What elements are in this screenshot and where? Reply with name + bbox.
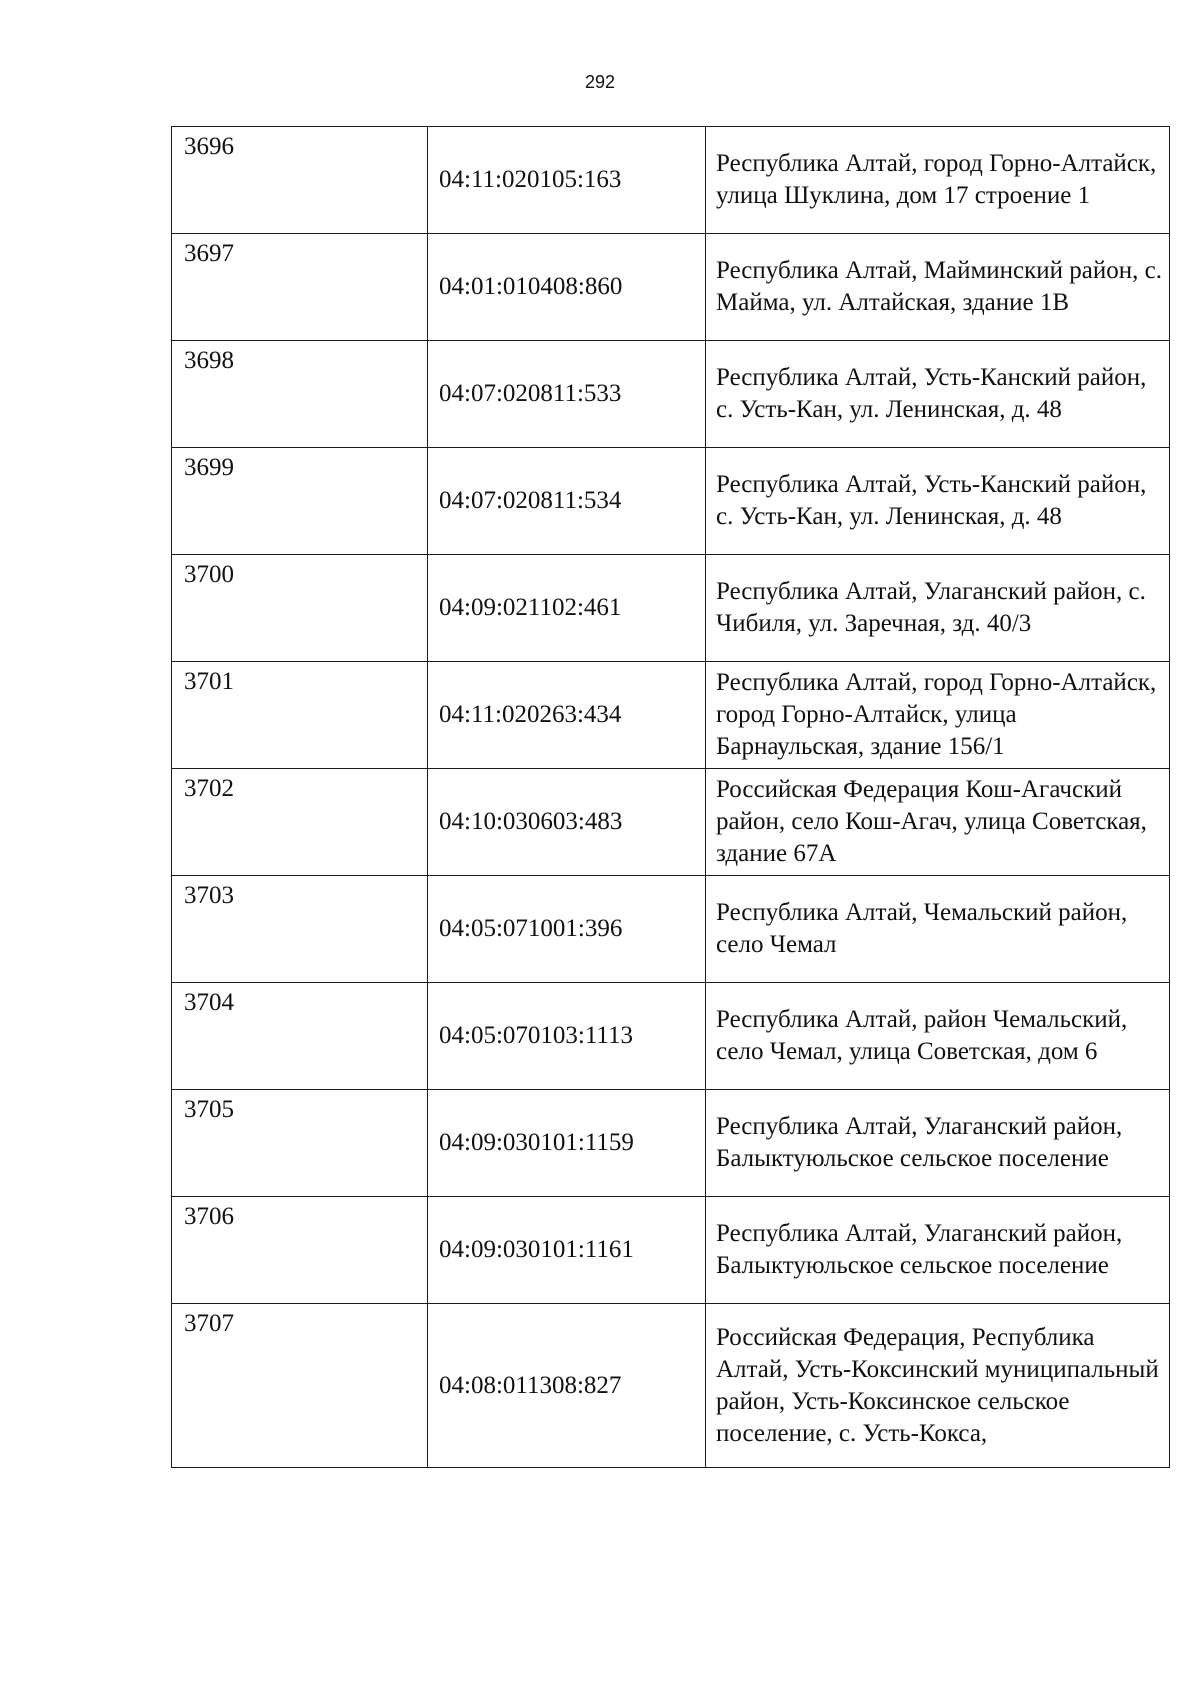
row-number: 3700 (172, 555, 428, 662)
table-row (172, 234, 1170, 341)
row-number: 3696 (172, 127, 428, 234)
cadastral-number: 04:01:010408:860 (428, 234, 706, 341)
cadastral-number: 04:10:030603:483 (428, 769, 706, 876)
address: Республика Алтай, Майминский район, с. Майма, ул. Алтайская, здание 1В (706, 234, 1170, 341)
cadastral-number: 04:11:020263:434 (428, 662, 706, 769)
table-row (172, 769, 1170, 876)
cadastral-number: 04:05:070103:1113 (428, 983, 706, 1090)
row-number: 3698 (172, 341, 428, 448)
row-number: 3707 (172, 1304, 428, 1468)
cadastral-number: 04:09:030101:1161 (428, 1197, 706, 1304)
table-row (172, 1304, 1170, 1468)
table-row (172, 1197, 1170, 1304)
address: Республика Алтай, Улаганский район, Балыктуюльское сельское поселение (706, 1090, 1170, 1197)
table-row (172, 983, 1170, 1090)
table-row (172, 1090, 1170, 1197)
address: Республика Алтай, район Чемальский, село Чемал, улица Советская, дом 6 (706, 983, 1170, 1090)
address: Республика Алтай, Усть-Канский район, с. Усть-Кан, ул. Ленинская, д. 48 (706, 448, 1170, 555)
table-row (172, 127, 1170, 234)
cadastral-number: 04:07:020811:534 (428, 448, 706, 555)
cadastral-number: 04:08:011308:827 (428, 1304, 706, 1468)
row-number: 3703 (172, 876, 428, 983)
address: Российская Федерация, Республика Алтай, Усть-Коксинский муниципальный район, Усть-Коксинское сельское поселение, с. Усть-Кокса, (706, 1304, 1170, 1468)
address: Республика Алтай, Улаганский район, с. Чибиля, ул. Заречная, зд. 40/3 (706, 555, 1170, 662)
table-row (172, 876, 1170, 983)
cadastral-number: 04:05:071001:396 (428, 876, 706, 983)
table-row (172, 448, 1170, 555)
row-number: 3697 (172, 234, 428, 341)
cadastral-number: 04:09:030101:1159 (428, 1090, 706, 1197)
page-number: 292 (584, 72, 616, 92)
cadastral-number: 04:09:021102:461 (428, 555, 706, 662)
cadastral-number: 04:07:020811:533 (428, 341, 706, 448)
row-number: 3705 (172, 1090, 428, 1197)
table-row (172, 555, 1170, 662)
address: Республика Алтай, Усть-Канский район, с. Усть-Кан, ул. Ленинская, д. 48 (706, 341, 1170, 448)
records-table (171, 126, 1170, 1468)
row-number: 3702 (172, 769, 428, 876)
row-number: 3704 (172, 983, 428, 1090)
address: Республика Алтай, город Горно-Алтайск, улица Шуклина, дом 17 строение 1 (706, 127, 1170, 234)
table-row (172, 341, 1170, 448)
row-number: 3701 (172, 662, 428, 769)
address: Республика Алтай, Улаганский район, Балыктуюльское сельское поселение (706, 1197, 1170, 1304)
table-row (172, 662, 1170, 769)
address: Республика Алтай, город Горно-Алтайск, город Горно-Алтайск, улица Барнаульская, здание 156/1 (706, 662, 1170, 769)
cadastral-number: 04:11:020105:163 (428, 127, 706, 234)
row-number: 3706 (172, 1197, 428, 1304)
row-number: 3699 (172, 448, 428, 555)
address: Республика Алтай, Чемальский район, село Чемал (706, 876, 1170, 983)
address: Российская Федерация Кош-Агачский район, село Кош-Агач, улица Советская, здание 67А (706, 769, 1170, 876)
